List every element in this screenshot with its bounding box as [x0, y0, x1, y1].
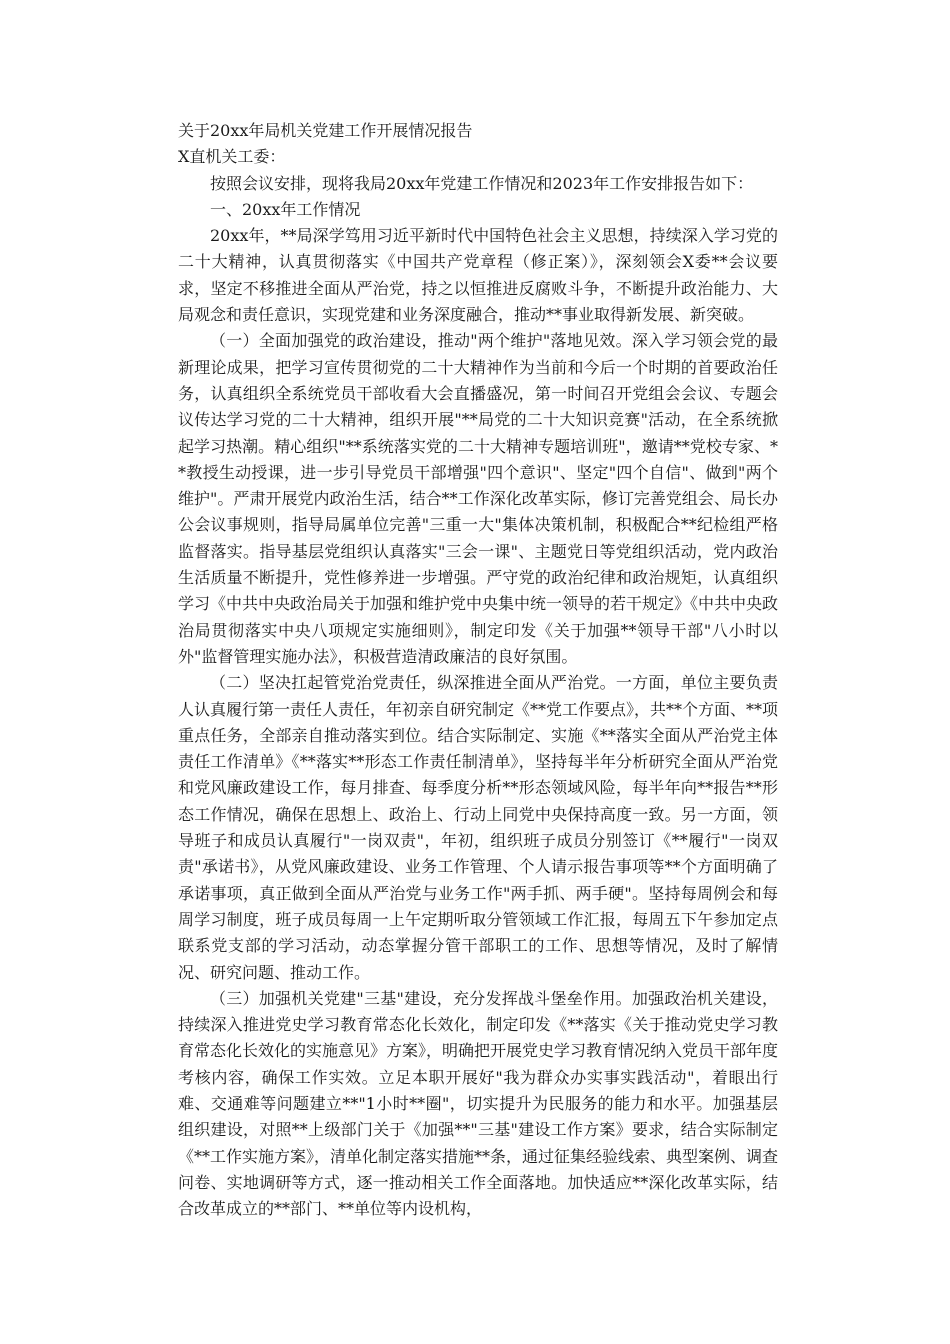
section-heading: 一、20xx年工作情况: [210, 199, 361, 219]
document-title: 关于20xx年局机关党建工作开展情况报告: [178, 121, 473, 140]
paragraph-overview: 20xx年，**局深学笃用习近平新时代中国特色社会主义思想，持续深入学习党的二十大精神，认真贯彻落实《中国共产党章程（修正案）》，深刻领会X委**会议要求，坚定不移推进全面从严治党，持之以恒推进反腐败斗争，不断提升政治能力、大局观念和责任意识，实现党建和业务深度融合，推动**事业取得新发展、新突破。: [178, 226, 778, 325]
paragraph-party-governance: （二）坚决扛起管党治党责任，纵深推进全面从严治党。一方面，单位主要负责人认真履行第一责任人责任，年初亲自研究制定《**党工作要点》，共**个方面、**项重点任务，全部亲自推动落实到位。结合实际制定、实施《**落实全面从严治党主体责任工作清单》《**落实**形态工作责任制清单》，坚持每半年分析研究全面从严治党和党风廉政建设工作，每月排查、每季度分析**形态领域风险，每半年向**报告**形态工作情况，确保在思想上、政治上、行动上同党中央保持高度一致。另一方面，领导班子和成员认真履行"一岗双责"，年初，组织班子成员分别签订《**履行"一岗双责"承诺书》，从党风廉政建设、业务工作管理、个人请示报告事项等**个方面明确了承诺事项，真正做到全面从严治党与业务工作"两手抓、两手硬"。坚持每周例会和每周学习制度，班子成员每周一上午定期听取分管领域工作汇报，每周五下午参加定点联系党支部的学习活动，动态掌握分管干部职工的工作、思想等情况，及时了解情况、研究问题、推动工作。: [178, 673, 779, 982]
document-body: [178, 118, 778, 1222]
paragraph-three-basics: （三）加强机关党建"三基"建设，充分发挥战斗堡垒作用。加强政治机关建设，持续深入推进党史学习教育常态化长效化，制定印发《**落实《关于推动党史学习教育常态化长效化的实施意见》方案》，明确把开展党史学习教育情况纳入党员干部年度考核内容，确保工作实效。立足本职开展好"我为群众办实事实践活动"，着眼出行难、交通难等问题建立**"1小时**圈"，切实提升为民服务的能力和水平。加强基层组织建设，对照**上级部门关于《加强**"三基"建设工作方案》要求，结合实际制定《**工作实施方案》，清单化制定落实措施**条，通过征集经验线索、典型案例、调查问卷、实地调研等方式，逐一推动相关工作全面落地。加快适应**深化改革实际，结合改革成立的**部门、**单位等内设机构，: [178, 988, 779, 1219]
salutation: X直机关工委：: [178, 147, 286, 167]
paragraph-political-building: （一）全面加强党的政治建设，推动"两个维护"落地见效。深入学习领会党的最新理论成果，把学习宣传贯彻党的二十大精神作为当前和今后一个时期的首要政治任务，认真组织全系统党员干部收看大会直播盛况，第一时间召开党组会会议、专题会议传达学习党的二十大精神，组织开展"**局党的二十大知识竞赛"活动，在全系统掀起学习热潮。精心组织"**系统落实党的二十大精神专题培训班"，邀请**党校专家、**教授生动授课，进一步引导党员干部增强"四个意识"、坚定"四个自信"、做到"两个维护"。严肃开展党内政治生活，结合**工作深化改革实际，修订完善党组会、局长办公会议事规则，指导局属单位完善"三重一大"集体决策机制，积极配合**纪检组严格监督落实。指导基层党组织认真落实"三会一课"、主题党日等党组织活动，党内政治生活质量不断提升，党性修养进一步增强。严守党的政治纪律和政治规矩，认真组织学习《中共中央政治局关于加强和维护党中央集中统一领导的若干规定》《中共中央政治局贯彻落实中央八项规定实施细则》，制定印发《关于加强**领导干部"八小时以外"监督管理实施办法》，积极营造清政廉洁的良好氛围。: [178, 331, 779, 666]
intro-line: 按照会议安排，现将我局20xx年党建工作情况和2023年工作安排报告如下：: [210, 173, 754, 193]
